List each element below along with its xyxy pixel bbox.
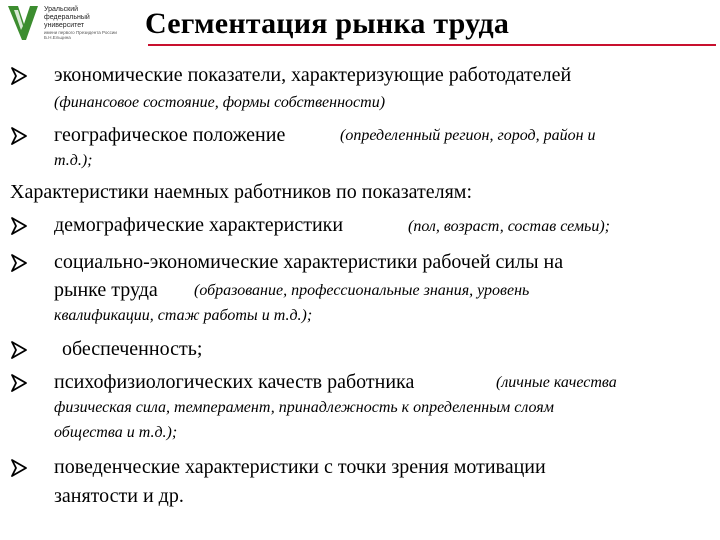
bullet-arrow-icon — [10, 374, 28, 392]
page-title: Сегментация рынка труда — [145, 7, 510, 40]
urfu-logo-icon — [6, 4, 40, 42]
bullet-economic: экономические показатели, характеризующие работодателей — [54, 64, 572, 86]
bullet-demographic-note: (пол, возраст, состав семьи); — [408, 218, 610, 235]
bullet-socioeconomic-cont: рынке труда — [54, 279, 158, 301]
university-logo — [6, 4, 146, 44]
bullet-arrow-icon — [10, 341, 28, 359]
logo-line-3: университет — [44, 22, 85, 29]
logo-text — [44, 6, 90, 30]
logo-line-2: федеральный — [44, 14, 90, 21]
bullet-geographic-note-cont: т.д.); — [54, 152, 93, 169]
bullet-geographic-note: (определенный регион, город, район и — [340, 127, 596, 144]
title-underline — [148, 44, 716, 46]
bullet-geographic: географическое положение — [54, 124, 286, 146]
bullet-arrow-icon — [10, 459, 28, 477]
bullet-behavioral: поведенческие характеристики с точки зрения мотивации — [54, 456, 546, 478]
bullet-arrow-icon — [10, 217, 28, 235]
bullet-psychophysiological-note-end: общества и т.д.); — [54, 424, 178, 441]
slide-header — [0, 0, 720, 52]
bullet-psychophysiological-note: (личные качества — [496, 374, 617, 391]
section-heading: Характеристики наемных работников по показателям: — [10, 181, 473, 203]
bullet-provision: обеспеченность; — [62, 338, 203, 360]
bullet-socioeconomic-note-cont: квалификации, стаж работы и т.д.); — [54, 307, 313, 324]
bullet-economic-note: (финансовое состояние, формы собственности) — [54, 94, 386, 111]
bullet-behavioral-cont: занятости и др. — [54, 485, 184, 507]
bullet-arrow-icon — [10, 254, 28, 272]
logo-line-1: Уральский — [44, 6, 79, 13]
bullet-arrow-icon — [10, 127, 28, 145]
logo-subtitle: имени первого Президента России Б.Н.Ельцина — [44, 30, 117, 40]
bullet-socioeconomic: социально-экономические характеристики рабочей силы на — [54, 251, 564, 273]
bullet-socioeconomic-note: (образование, профессиональные знания, уровень — [194, 282, 530, 299]
bullet-psychophysiological-note-cont: физическая сила, темперамент, принадлежность к определенным слоям — [54, 399, 554, 416]
bullet-arrow-icon — [10, 67, 28, 85]
bullet-psychophysiological: психофизиологических качеств работника — [54, 371, 415, 393]
bullet-demographic: демографические характеристики — [54, 214, 344, 236]
